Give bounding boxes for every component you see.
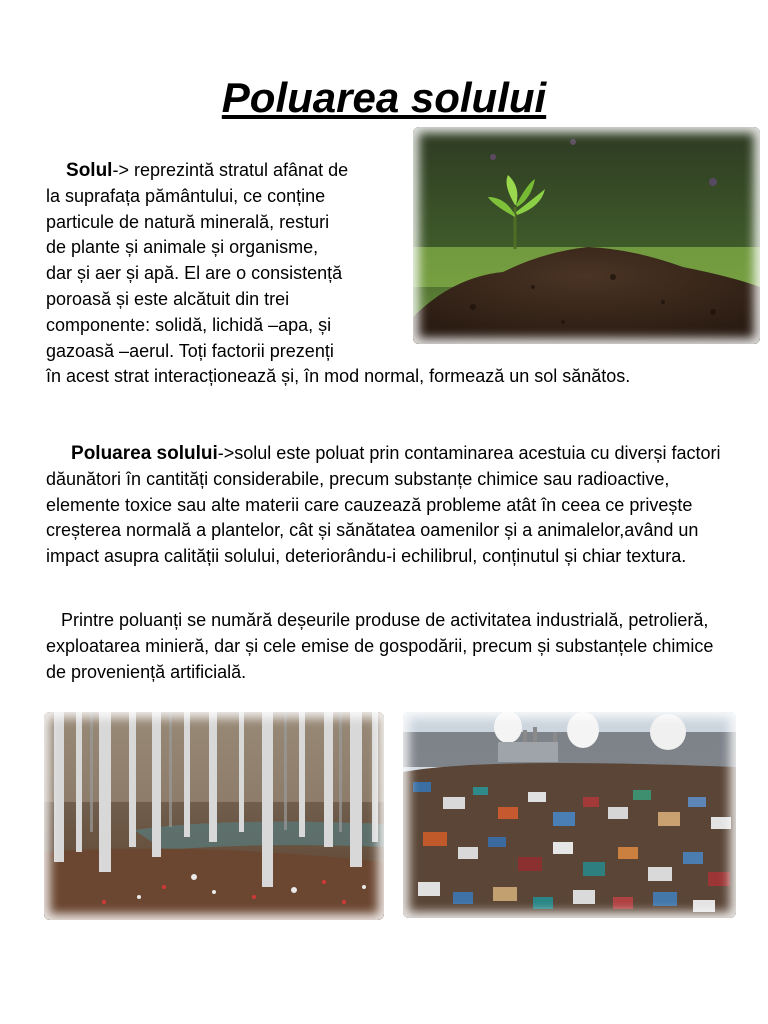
- soil-line-9: în acest strat interacționează și, în mod normal, formează un sol sănătos.: [46, 366, 631, 387]
- soil-line-7: componente: solidă, lichidă –apa, și: [46, 314, 332, 335]
- soil-line-5: dar și aer și apă. El are o consistență: [46, 263, 343, 284]
- polluted-forest-image: [44, 712, 384, 920]
- soil-line-4: de plante și animale și organisme,: [46, 237, 319, 258]
- landfill-with-factory-image: [403, 712, 736, 918]
- seedling-in-soil-image: [413, 127, 760, 344]
- pollutants-text: Printre poluanți se numără deșeurile produse de activitatea industrială, petrolieră, exploatarea minieră, dar și cele emise de gospodării, precum și substanțele chimice de proveniență artificială.: [46, 610, 714, 682]
- soil-line-1: Solul-> reprezintă stratul afânat de: [66, 160, 349, 181]
- soil-line-3: particule de natură minerală, resturi: [46, 211, 330, 232]
- page-title: Poluarea solului: [221, 74, 547, 122]
- pollutants-paragraph: [46, 608, 736, 685]
- soil-line-8: gazoasă –aerul. Toți factorii prezenți: [46, 340, 334, 361]
- soil-term: Solul: [66, 160, 113, 181]
- soil-line-6: poroasă și este alcătuit din trei: [46, 288, 290, 309]
- pollution-term: Poluarea solului: [71, 443, 218, 464]
- pollution-text: ->solul este poluat prin contaminarea acestuia cu diverși factori dăunători în cantități considerabile, precum substanțe chimice sau radioactive, elemente toxice sau alte materii care cauzează probleme atât în ceea ce privește creșterea normală a plantelor, cât și sănătatea oamenilor și a animalelor,având un impact asupra calității solului, deteriorându-i echilibrul, conținutul și chiar textura.: [46, 443, 721, 567]
- soil-line-2: la suprafața pământului, ce conține: [46, 185, 326, 206]
- pollution-paragraph: [46, 441, 726, 570]
